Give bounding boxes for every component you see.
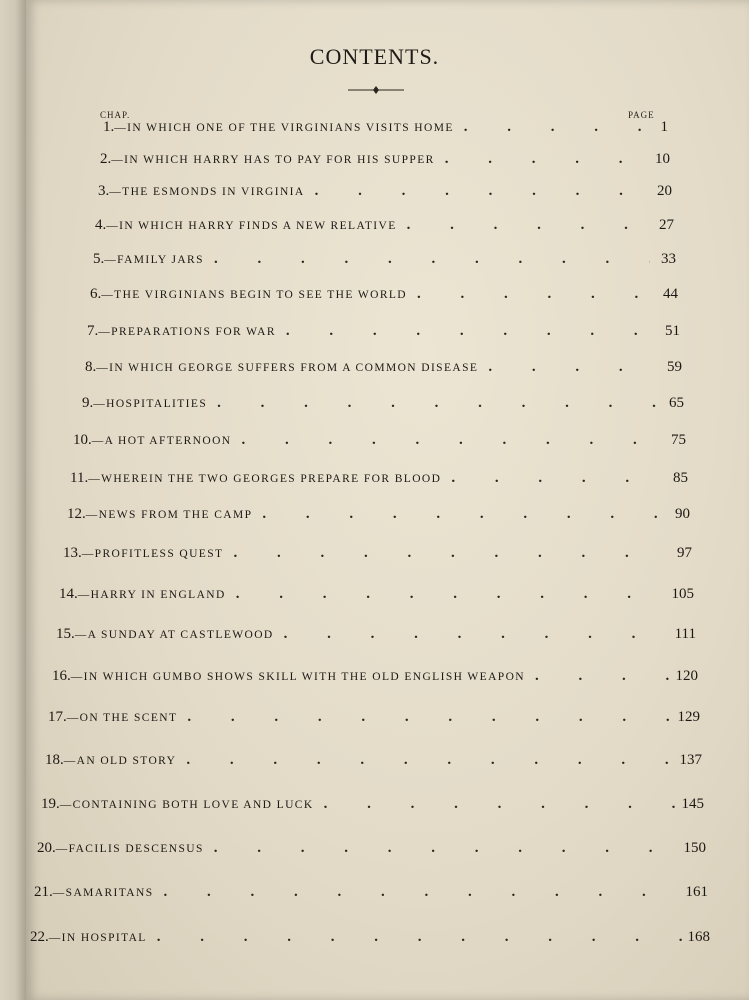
chapter-number: 16. <box>52 668 71 684</box>
chapter-page: 161 <box>685 884 708 900</box>
chapter-number: 14. <box>59 586 78 602</box>
dot-leader <box>407 217 648 234</box>
chapter-number: 21. <box>34 884 53 900</box>
chapter-title: —WHEREIN THE TWO GEORGES PREPARE FOR BLOOD <box>88 473 442 485</box>
chapter-title: —IN WHICH GEORGE SUFFERS FROM A COMMON DISEASE <box>96 362 479 374</box>
chapter-page: 1 <box>660 119 668 135</box>
dot-leader <box>488 359 656 376</box>
chapter-page: 10 <box>655 151 670 167</box>
dot-leader <box>451 470 662 487</box>
chapter-page: 59 <box>667 359 682 375</box>
dot-leader <box>284 626 669 643</box>
chapter-entry <box>100 151 670 168</box>
chapter-page: 150 <box>683 840 706 856</box>
chapter-page: 65 <box>669 395 684 411</box>
chapter-number: 6. <box>90 286 102 302</box>
dot-leader <box>236 586 666 603</box>
chapter-title: —IN HOSPITAL <box>48 932 147 944</box>
chapter-page: 145 <box>681 796 704 812</box>
chapter-page: 129 <box>677 709 700 725</box>
chapter-number: 9. <box>82 395 94 411</box>
chapter-number: 18. <box>45 752 64 768</box>
chapter-entry <box>37 840 706 857</box>
chapter-number: 17. <box>48 709 67 725</box>
chapter-number: 12. <box>67 506 86 522</box>
chapter-title: —IN WHICH HARRY HAS TO PAY FOR HIS SUPPER <box>111 154 435 166</box>
chapter-title: —FAMILY JARS <box>104 254 204 266</box>
chapter-entry <box>56 626 696 643</box>
chapter-number: 10. <box>73 432 92 448</box>
dot-leader <box>417 286 652 303</box>
chapter-page: 120 <box>675 668 698 684</box>
chapter-title: —FACILIS DESCENSUS <box>55 843 204 855</box>
chapter-page: 20 <box>657 183 672 199</box>
chapter-entry <box>98 183 672 200</box>
chapter-number: 3. <box>98 183 110 199</box>
chapter-number: 15. <box>56 626 75 642</box>
dot-leader <box>164 884 680 901</box>
chapter-title: —IN WHICH ONE OF THE VIRGINIANS VISITS HOME <box>114 122 454 134</box>
chapter-number: 22. <box>30 929 49 945</box>
dot-leader <box>187 709 671 726</box>
chapter-page: 33 <box>661 251 676 267</box>
chapter-entry <box>90 286 678 303</box>
dot-leader <box>464 119 642 136</box>
chapter-entry <box>41 796 704 813</box>
chapter-page: 51 <box>665 323 680 339</box>
chapter-entry <box>85 359 682 376</box>
chapter-page: 90 <box>675 506 690 522</box>
chapter-number: 20. <box>37 840 56 856</box>
dot-leader <box>157 929 682 946</box>
dot-leader <box>445 151 644 168</box>
chapter-column-label: CHAP. <box>100 110 131 120</box>
chapter-title: —HARRY IN ENGLAND <box>77 589 226 601</box>
chapter-title: —IN WHICH GUMBO SHOWS SKILL WITH THE OLD ENGLISH WEAPON <box>70 671 525 683</box>
chapter-entry <box>30 929 710 946</box>
chapter-entry <box>48 709 700 726</box>
chapter-page: 75 <box>671 432 686 448</box>
chapter-title: —PROFITLESS QUEST <box>81 548 224 560</box>
chapter-title: —NEWS FROM THE CAMP <box>85 509 253 521</box>
dot-leader <box>286 323 654 340</box>
chapter-number: 19. <box>41 796 60 812</box>
chapter-title: —THE VIRGINIANS BEGIN TO SEE THE WORLD <box>101 289 408 301</box>
chapter-number: 2. <box>100 151 112 167</box>
chapter-page: 85 <box>673 470 688 486</box>
chapter-entry <box>45 752 702 769</box>
dot-leader <box>242 432 660 449</box>
chapter-number: 5. <box>93 251 105 267</box>
chapter-page: 105 <box>671 586 694 602</box>
dot-leader <box>233 545 666 562</box>
chapter-page: 27 <box>659 217 674 233</box>
chapter-page: 44 <box>663 286 678 302</box>
chapter-page: 97 <box>677 545 692 561</box>
chapter-entry <box>103 119 668 136</box>
chapter-number: 7. <box>87 323 99 339</box>
chapter-page: 168 <box>687 929 710 945</box>
page-title: CONTENTS. <box>309 44 440 69</box>
chapter-title: —HOSPITALITIES <box>93 398 208 410</box>
dot-leader <box>214 251 650 268</box>
chapter-entry <box>63 545 692 562</box>
chapter-title: —A SUNDAY AT CASTLEWOOD <box>74 629 274 641</box>
page-column-label: PAGE <box>628 110 655 120</box>
chapter-entry <box>67 506 690 523</box>
chapter-number: 11. <box>70 470 89 486</box>
dot-leader <box>217 395 658 412</box>
dot-leader <box>186 752 673 769</box>
chapter-entry <box>95 217 674 234</box>
chapter-title: —A HOT AFTERNOON <box>91 435 232 447</box>
dot-leader <box>324 796 676 813</box>
chapter-entry <box>82 395 684 412</box>
chapter-entry <box>73 432 686 449</box>
dot-leader <box>535 668 670 685</box>
chapter-number: 8. <box>85 359 97 375</box>
dot-leader <box>214 840 678 857</box>
chapter-number: 13. <box>63 545 82 561</box>
chapter-page: 111 <box>674 626 696 642</box>
chapter-entry <box>34 884 708 901</box>
chapter-title: —PREPARATIONS FOR WAR <box>98 326 276 338</box>
chapter-entry <box>52 668 698 685</box>
chapter-title: —AN OLD STORY <box>63 755 177 767</box>
chapter-entry <box>70 470 688 487</box>
dot-leader <box>315 183 646 200</box>
chapter-entry <box>87 323 680 340</box>
dot-leader <box>262 506 664 523</box>
chapter-entry <box>59 586 694 603</box>
chapter-entry <box>93 251 676 268</box>
chapter-title: —CONTAINING BOTH LOVE AND LUCK <box>59 799 314 811</box>
chapter-title: —SAMARITANS <box>52 887 154 899</box>
chapter-title: —THE ESMONDS IN VIRGINIA <box>109 186 305 198</box>
chapter-number: 4. <box>95 217 107 233</box>
chapter-page: 137 <box>679 752 702 768</box>
chapter-title: —IN WHICH HARRY FINDS A NEW RELATIVE <box>106 220 397 232</box>
chapter-title: —ON THE SCENT <box>66 712 178 724</box>
chapter-number: 1. <box>103 119 115 135</box>
